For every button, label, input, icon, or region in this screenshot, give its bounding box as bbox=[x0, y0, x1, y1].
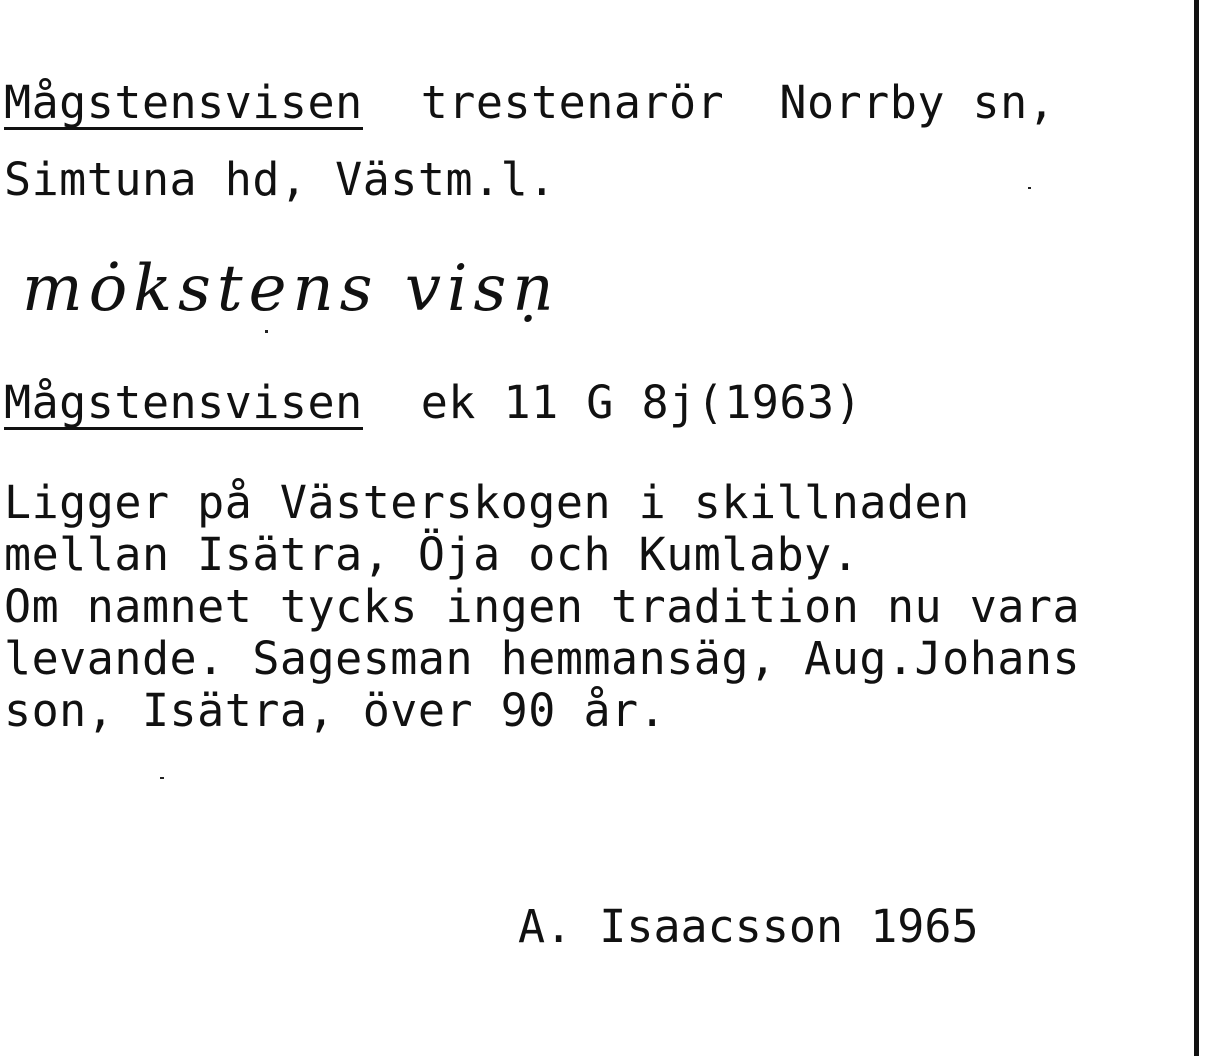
signature-line: A. Isaacsson 1965 bbox=[518, 900, 979, 953]
body-line: son, Isätra, över 90 år. bbox=[4, 684, 667, 737]
scan-speck bbox=[1028, 187, 1031, 189]
heading-line bbox=[4, 76, 1056, 130]
heading-location: Simtuna hd, Västm.l. bbox=[4, 153, 556, 206]
map-ref-code: ek 11 G 8j(1963) bbox=[420, 376, 863, 429]
body-line: Ligger på Västerskogen i skillnaden bbox=[4, 476, 970, 529]
map-ref-place-name: Mågstensvisen bbox=[4, 376, 363, 429]
heading-place-name: Mågstensvisen bbox=[4, 76, 363, 129]
body-line: Om namnet tycks ingen tradition nu vara bbox=[4, 580, 1081, 633]
handwritten-pronunciation: mȯkstens visṇ bbox=[22, 252, 560, 326]
scan-speck bbox=[265, 330, 268, 333]
scan-speck bbox=[160, 777, 164, 779]
map-reference-line bbox=[4, 376, 863, 430]
body-line: mellan Isätra, Öja och Kumlaby. bbox=[4, 528, 860, 581]
body-line: levande. Sagesman hemmansäg, Aug.Johans bbox=[4, 632, 1081, 685]
card-edge-line bbox=[1194, 0, 1199, 1056]
heading-description: trestenarör Norrby sn, bbox=[420, 76, 1056, 129]
